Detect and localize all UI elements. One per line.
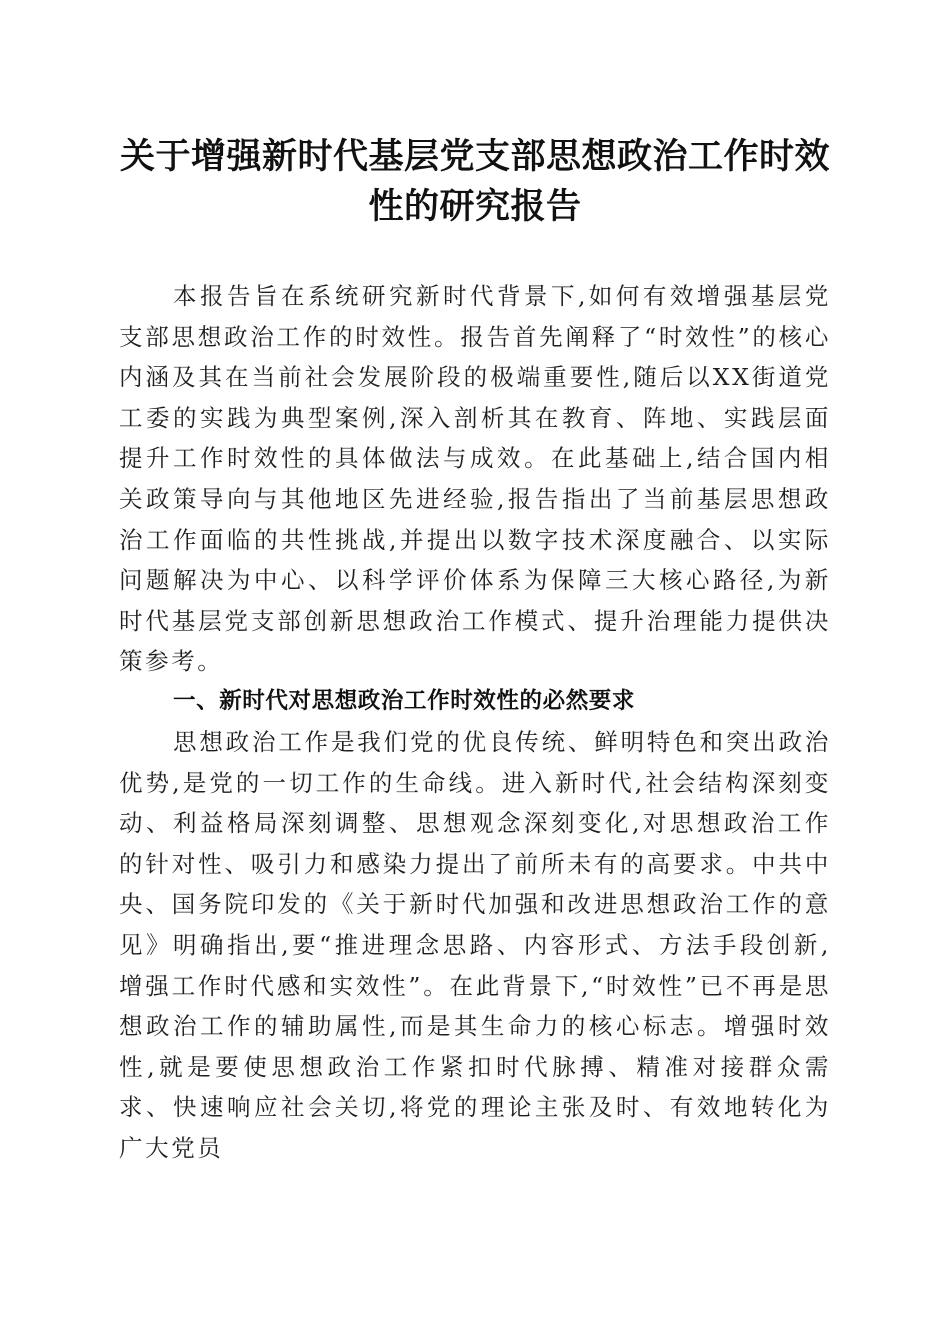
section-paragraph: 思想政治工作是我们党的优良传统、鲜明特色和突出政治优势,是党的一切工作的生命线。进入新时代,社会结构深刻变动、利益格局深刻调整、思想观念深刻变化,对思想政治工作的针对性、吸引力和感染力提出了前所未有的高要求。中共中央、国务院印发的《关于新时代加强和改进思想政治工作的意见》明确指出,要“推进理念思路、内容形式、方法手段创新,增强工作时代感和实效性”。在此背景下,“时效性”已不再是思想政治工作的辅助属性,而是其生命力的核心标志。增强时效性,就是要使思想政治工作紧扣时代脉搏、精准对接群众需求、快速响应社会关切,将党的理论主张及时、有效地转化为广大党员 — [119, 728, 831, 1162]
section-heading: 一、新时代对思想政治工作时效性的必然要求 — [173, 688, 636, 714]
title-line-1: 关于增强新时代基层党支部思想政治工作时效 — [119, 136, 830, 177]
document-title — [110, 132, 840, 232]
abstract-paragraph: 本报告旨在系统研究新时代背景下,如何有效增强基层党支部思想政治工作的时效性。报告首先阐释了“时效性”的核心内涵及其在当前社会发展阶段的极端重要性,随后以XX街道党工委的实践为典型案例,深入剖析其在教育、阵地、实践层面提升工作时效性的具体做法与成效。在此基础上,结合国内相关政策导向与其他地区先进经验,报告指出了当前基层思想政治工作面临的共性挑战,并提出以数字技术深度融合、以实际问题解决为中心、以科学评价体系为保障三大核心路径,为新时代基层党支部创新思想政治工作模式、提升治理能力提供决策参考。 — [119, 282, 831, 676]
title-line-2: 性的研究报告 — [368, 186, 582, 227]
